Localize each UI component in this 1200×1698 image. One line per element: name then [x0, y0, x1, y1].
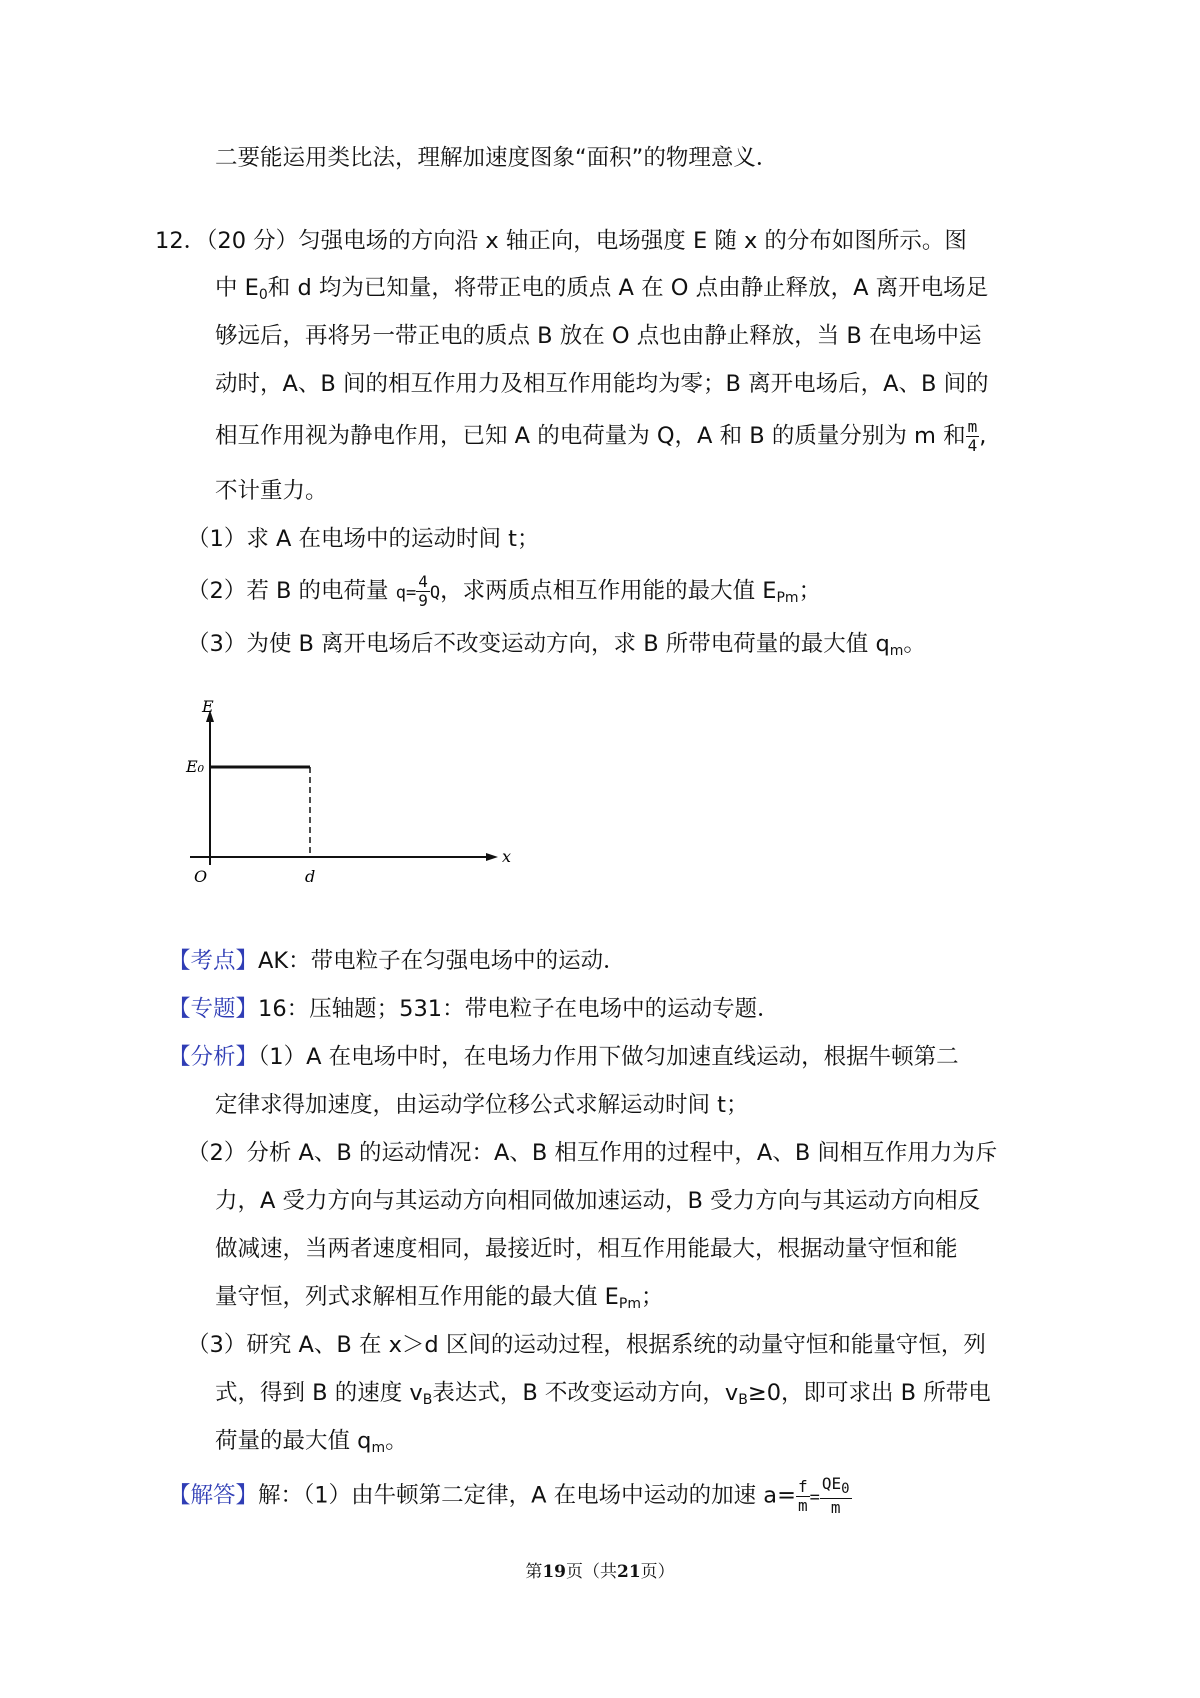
- question-line-3: 够远后，再将另一带正电的质点 B 放在 O 点也由静止释放，当 B 在电场中运: [215, 323, 982, 349]
- x-axis-label: x: [502, 847, 512, 866]
- fenxi-line-4: 力，A 受力方向与其运动方向相同做加速运动，B 受力方向与其运动方向相反: [215, 1188, 981, 1214]
- subquestion-2: （2）若 B 的电荷量 q= $\frac{4}{9}$ Q，求两质点相互作用能的最大值 $E_{Pm}$；: [187, 572, 822, 610]
- current-page-number: 19: [542, 1562, 566, 1582]
- fenxi-line-6: 量守恒，列式求解相互作用能的最大值 $E_{Pm}$；: [215, 1284, 664, 1312]
- question-line-5: 相互作用视为静电作用，已知 A 的电荷量为 Q，A 和 B 的质量分别为 m 和 $\frac{m}{4}$ ,: [215, 417, 987, 455]
- e-x-graph: [180, 700, 520, 885]
- question-line-2: 中 $E_0$和 d 均为已知量，将带正电的质点 A 在 O 点由静止释放，A 离开电场足: [215, 275, 989, 303]
- page-footer: 第19页（共21页）: [525, 1562, 675, 1582]
- subquestion-3: （3）为使 B 离开电场后不改变运动方向，求 B 所带电荷量的最大值 $q_m$。: [187, 631, 926, 659]
- question-line-1: 12．（20 分）匀强电场的方向沿 x 轴正向，电场强度 E 随 x 的分布如图所示。图: [155, 228, 967, 254]
- jieda-line: 【解答】解：（1）由牛顿第二定律，A 在电场中运动的加速 a= $\frac{f}{m}$ = $\frac{QE0}{m}$: [168, 1474, 850, 1517]
- fenxi-line-2: 定律求得加速度，由运动学位移公式求解运动时间 t；: [215, 1092, 749, 1118]
- mass-fraction: $\frac{m}{4}$: [967, 417, 978, 455]
- intro-line: 二要能运用类比法，理解加速度图象“面积”的物理意义．: [215, 145, 779, 171]
- kaodian-line: 【考点】AK：带电粒子在匀强电场中的运动．: [168, 948, 626, 974]
- fenxi-line-3: （2）分析 A、B 的运动情况：A、B 相互作用的过程中，A、B 间相互作用力为斥: [187, 1140, 998, 1166]
- fenxi-line-8: 式，得到 B 的速度 $v_B$表达式，B 不改变运动方向，$v_B\ge 0$，即可求出 B 所带电: [215, 1380, 991, 1408]
- charge-fraction: $\frac{4}{9}$: [418, 572, 428, 610]
- total-page-number: 21: [617, 1562, 641, 1582]
- x-axis-arrow: [486, 853, 498, 861]
- question-line-6: 不计重力。: [215, 478, 328, 504]
- question-number: 12．: [155, 228, 207, 254]
- fenxi-line-7: （3）研究 A、B 在 x＞d 区间的运动过程，根据系统的动量守恒和能量守恒，列: [187, 1332, 986, 1358]
- kaodian-tag: 【考点】: [168, 948, 259, 974]
- y-axis-label: E: [202, 700, 214, 716]
- acceleration-fraction-2: $\frac{QE0}{m}$: [821, 1474, 850, 1517]
- zhuanti-line: 【专题】16：压轴题；531：带电粒子在电场中的运动专题．: [168, 996, 780, 1022]
- fenxi-line-1: 【分析】（1）A 在电场中时，在电场力作用下做匀加速直线运动，根据牛顿第二: [168, 1044, 959, 1070]
- origin-label: O: [194, 867, 208, 885]
- acceleration-fraction-1: $\frac{f}{m}$: [797, 1476, 808, 1515]
- level-label: E₀: [186, 757, 205, 776]
- d-mark-label: d: [305, 867, 316, 885]
- fenxi-line-9: 荷量的最大值 $q_m$。: [215, 1428, 408, 1456]
- question-line-4: 动时，A、B 间的相互作用力及相互作用能均为零；B 离开电场后，A、B 间的: [215, 371, 989, 397]
- jieda-tag: 【解答】: [168, 1482, 259, 1509]
- zhuanti-tag: 【专题】: [168, 996, 259, 1022]
- subquestion-1: （1）求 A 在电场中的运动时间 t；: [187, 526, 540, 552]
- fenxi-line-5: 做减速，当两者速度相同，最接近时，相互作用能最大，根据动量守恒和能: [215, 1236, 958, 1262]
- fenxi-tag: 【分析】: [168, 1044, 259, 1070]
